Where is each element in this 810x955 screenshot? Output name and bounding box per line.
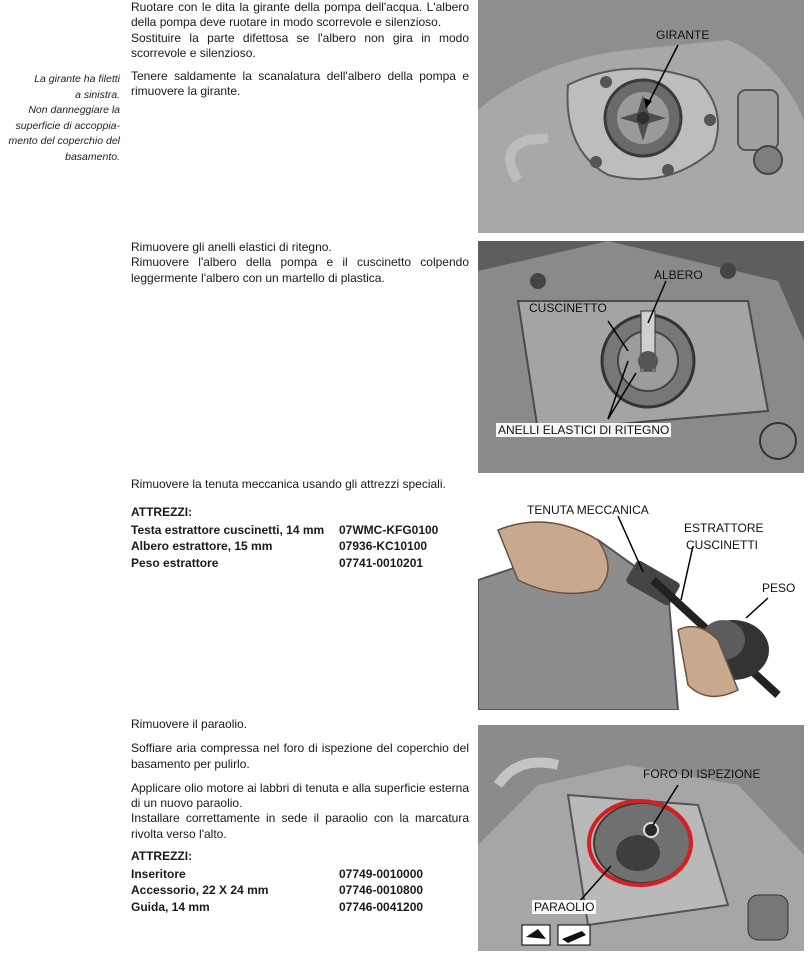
tool-code: 07WMC-KFG0100 xyxy=(339,522,439,537)
side-note-line: a sinistra. xyxy=(75,88,120,101)
side-note-line: mento del coperchio del xyxy=(8,135,120,147)
impeller-photo-drawing xyxy=(478,0,804,233)
paragraph: Sostituire la parte difettosa se l'albero non gira in modo scorrevole e silenzioso. xyxy=(131,30,469,60)
tool-code: 07741-0010201 xyxy=(339,555,424,570)
paragraph: Rimuovere l'albero della pompa e il cuscinetto colpendo leggermente l'albero con un martello di plastica. xyxy=(131,255,469,285)
label-bearing-puller-line1: ESTRATTORE xyxy=(684,521,764,535)
paragraph: Applicare olio motore ai labbri di tenuta e alla superficie esterna di un nuovo paraolio. xyxy=(131,780,469,811)
paragraph: Installare correttamente in sede il paraolio con la marcatura rivolta verso l'alto. xyxy=(131,811,469,841)
photo-shaft-bearing xyxy=(478,241,804,473)
tool-row xyxy=(131,866,423,883)
tool-row xyxy=(131,882,423,899)
paragraph: Rimuovere il paraolio. xyxy=(131,717,248,731)
paragraph: Ruotare con le dita la girante della pompa dell'acqua. L'albero della pompa deve ruotare in modo scorrevole e silenzioso. xyxy=(131,0,469,30)
tool-name: Albero estrattore, 15 mm xyxy=(131,539,273,553)
paragraph: Rimuovere gli anelli elastici di ritegno. xyxy=(131,240,332,254)
tool-name: Peso estrattore xyxy=(131,555,219,570)
section3-text xyxy=(131,477,469,492)
tool-row xyxy=(131,899,423,916)
section4-text xyxy=(131,717,469,842)
tool-code: 07746-0010800 xyxy=(339,883,424,897)
tool-code: 07936-KC10100 xyxy=(339,539,428,553)
tool-row xyxy=(131,555,438,572)
paragraph: Soffiare aria compressa nel foro di ispezione del coperchio del basamento per pulirlo. xyxy=(131,741,469,771)
side-note-line: Non danneggiare la xyxy=(28,104,120,116)
section1-text xyxy=(131,0,469,100)
side-note-line: basamento. xyxy=(65,150,120,163)
label-bearing-puller-line2: CUSCINETTI xyxy=(686,538,758,552)
section2-text xyxy=(131,240,469,286)
section4-tools xyxy=(131,848,423,915)
label-oil-seal: PARAOLIO xyxy=(534,900,595,914)
label-bearing: CUSCINETTO xyxy=(529,301,607,315)
paragraph: Rimuovere la tenuta meccanica usando gli attrezzi speciali. xyxy=(131,477,446,491)
side-note-line: superficie di accoppia- xyxy=(15,119,120,132)
tool-name: Inseritore xyxy=(131,866,186,881)
photo-oil-seal xyxy=(478,725,804,951)
oil-seal-photo-drawing xyxy=(478,725,804,951)
shaft-photo-drawing xyxy=(478,241,804,473)
side-note xyxy=(8,72,120,165)
tool-name: Guida, 14 mm xyxy=(131,899,210,914)
label-inspection-hole: FORO DI ISPEZIONE xyxy=(643,767,761,781)
tool-row xyxy=(131,522,438,539)
tool-row xyxy=(131,538,438,555)
label-weight: PESO xyxy=(762,581,796,595)
tools-header: ATTREZZI: xyxy=(131,505,193,519)
label-impeller: GIRANTE xyxy=(656,28,710,42)
photo-mechanical-seal xyxy=(478,480,804,710)
paragraph: Tenere saldamente la scanalatura dell'albero della pompa e rimuovere la girante. xyxy=(131,69,469,99)
label-snap-rings: ANELLI ELASTICI DI RITEGNO xyxy=(498,423,670,437)
tools-header: ATTREZZI: xyxy=(131,849,193,863)
tool-name: Testa estrattore cuscinetti, 14 mm xyxy=(131,522,325,537)
side-note-line: La girante ha filetti xyxy=(34,73,120,85)
tool-code: 07749-0010000 xyxy=(339,866,424,881)
label-shaft: ALBERO xyxy=(654,268,703,282)
tool-name: Accessorio, 22 X 24 mm xyxy=(131,883,269,897)
label-mechanical-seal: TENUTA MECCANICA xyxy=(527,503,649,517)
photo-impeller xyxy=(478,0,804,233)
tool-code: 07746-0041200 xyxy=(339,899,424,914)
section3-tools xyxy=(131,504,438,571)
